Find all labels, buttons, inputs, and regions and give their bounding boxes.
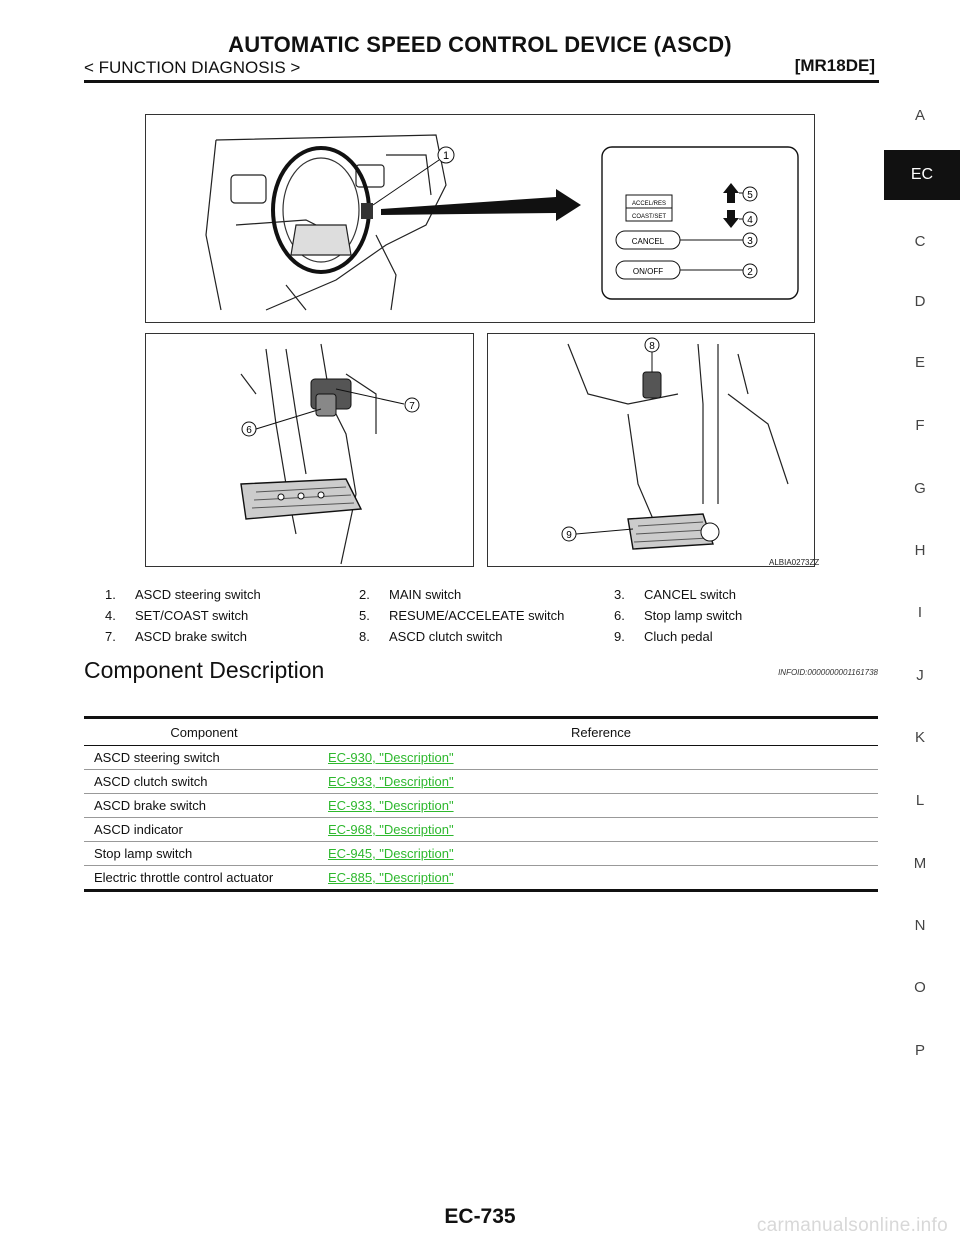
header-rule — [84, 80, 879, 83]
component-cell: ASCD steering switch — [84, 746, 324, 770]
side-tab-n[interactable]: N — [914, 917, 926, 934]
callout-6-label: 6 — [246, 425, 252, 436]
legend-text: RESUME/ACCELEATE switch — [389, 608, 565, 623]
table-row — [84, 866, 878, 891]
legend-num: 6. — [614, 608, 625, 623]
dashboard-illustration — [146, 115, 814, 322]
clutch-pedal-illustration — [488, 334, 814, 566]
component-reference-table — [84, 716, 878, 892]
reference-link[interactable]: EC-885, "Description" — [328, 870, 454, 885]
callout-3-label: 3 — [747, 236, 753, 247]
legend-text: Cluch pedal — [644, 629, 713, 644]
brake-pedal-illustration — [146, 334, 473, 566]
table-row — [84, 794, 878, 818]
component-cell: Stop lamp switch — [84, 842, 324, 866]
column-header-component: Component — [84, 718, 324, 746]
side-tab-f[interactable]: F — [915, 417, 925, 434]
legend-num: 5. — [359, 608, 370, 623]
legend-num: 8. — [359, 629, 370, 644]
reference-link[interactable]: EC-930, "Description" — [328, 750, 454, 765]
side-tab-d[interactable]: D — [914, 293, 926, 310]
legend-text: SET/COAST switch — [135, 608, 249, 623]
side-tab-p[interactable]: P — [914, 1042, 925, 1059]
callout-9-label: 9 — [566, 530, 572, 541]
section-subtitle: < FUNCTION DIAGNOSIS > — [84, 58, 301, 77]
figure-dashboard-panel — [145, 114, 815, 323]
callout-4-label: 4 — [747, 215, 753, 226]
table-row — [84, 818, 878, 842]
side-tab-g[interactable]: G — [914, 480, 926, 497]
component-cell: ASCD brake switch — [84, 794, 324, 818]
callout-5-label: 5 — [747, 190, 753, 201]
figure-id: ALBIA0273ZZ — [769, 558, 820, 567]
reference-link[interactable]: EC-968, "Description" — [328, 822, 454, 837]
side-tab-m[interactable]: M — [913, 855, 927, 872]
engine-code: [MR18DE] — [794, 56, 875, 75]
pointer-arrow-shape — [381, 189, 581, 221]
legend-text: ASCD steering switch — [135, 587, 261, 602]
side-tab-l[interactable]: L — [915, 792, 925, 809]
callout-1-label: 1 — [442, 150, 450, 162]
steering-switch-mark — [361, 203, 373, 219]
legend-num: 9. — [614, 629, 625, 644]
side-tab-j[interactable]: J — [916, 667, 924, 684]
reference-link[interactable]: EC-945, "Description" — [328, 846, 454, 861]
legend-text: ASCD clutch switch — [389, 629, 503, 644]
figure-brake-panel — [145, 333, 474, 567]
legend-text: MAIN switch — [389, 587, 462, 602]
callout-8-label: 8 — [649, 341, 655, 352]
page-title: AUTOMATIC SPEED CONTROL DEVICE (ASCD) — [228, 32, 732, 57]
column-header-reference: Reference — [324, 718, 878, 746]
side-tab-k[interactable]: K — [914, 729, 925, 746]
legend-num: 1. — [105, 587, 116, 602]
legend-text: CANCEL switch — [644, 587, 736, 602]
component-cell: ASCD clutch switch — [84, 770, 324, 794]
reference-link[interactable]: EC-933, "Description" — [328, 774, 454, 789]
callout-7-label: 7 — [409, 401, 415, 412]
cancel-label: CANCEL — [631, 237, 665, 246]
info-id: INFOID:0000000001161738 — [778, 668, 878, 677]
reference-link[interactable]: EC-933, "Description" — [328, 798, 454, 813]
section-heading: Component Description — [84, 657, 325, 683]
side-tab-o[interactable]: O — [914, 979, 926, 996]
figure-clutch-panel — [487, 333, 815, 567]
side-tab-c[interactable]: C — [914, 233, 926, 250]
side-tab-h[interactable]: H — [914, 542, 926, 559]
legend-text: ASCD brake switch — [135, 629, 247, 644]
side-tab-ec-active[interactable]: EC — [884, 150, 960, 200]
side-tab-i[interactable]: I — [917, 604, 923, 621]
legend-text: Stop lamp switch — [644, 608, 743, 623]
watermark: carmanualsonline.info — [756, 1215, 948, 1236]
legend-num: 3. — [614, 587, 625, 602]
coast-set-label: COAST/SET — [631, 214, 667, 220]
component-cell: ASCD indicator — [84, 818, 324, 842]
table-row — [84, 770, 878, 794]
onoff-label: ON/OFF — [632, 267, 664, 276]
clutch-pedal-pad — [628, 514, 713, 549]
legend-num: 7. — [105, 629, 116, 644]
page-number: EC-735 — [444, 1205, 516, 1228]
clutch-switch-mark — [643, 372, 661, 398]
component-cell: Electric throttle control actuator — [84, 866, 324, 891]
legend-num: 2. — [359, 587, 370, 602]
callout-2-label: 2 — [747, 267, 753, 278]
accel-res-label: ACCEL/RES — [631, 201, 667, 207]
table-row — [84, 842, 878, 866]
side-tab-e[interactable]: E — [914, 354, 925, 371]
legend-num: 4. — [105, 608, 116, 623]
side-tab-a[interactable]: A — [914, 107, 925, 124]
figure-legend — [105, 584, 742, 647]
table-row — [84, 746, 878, 770]
